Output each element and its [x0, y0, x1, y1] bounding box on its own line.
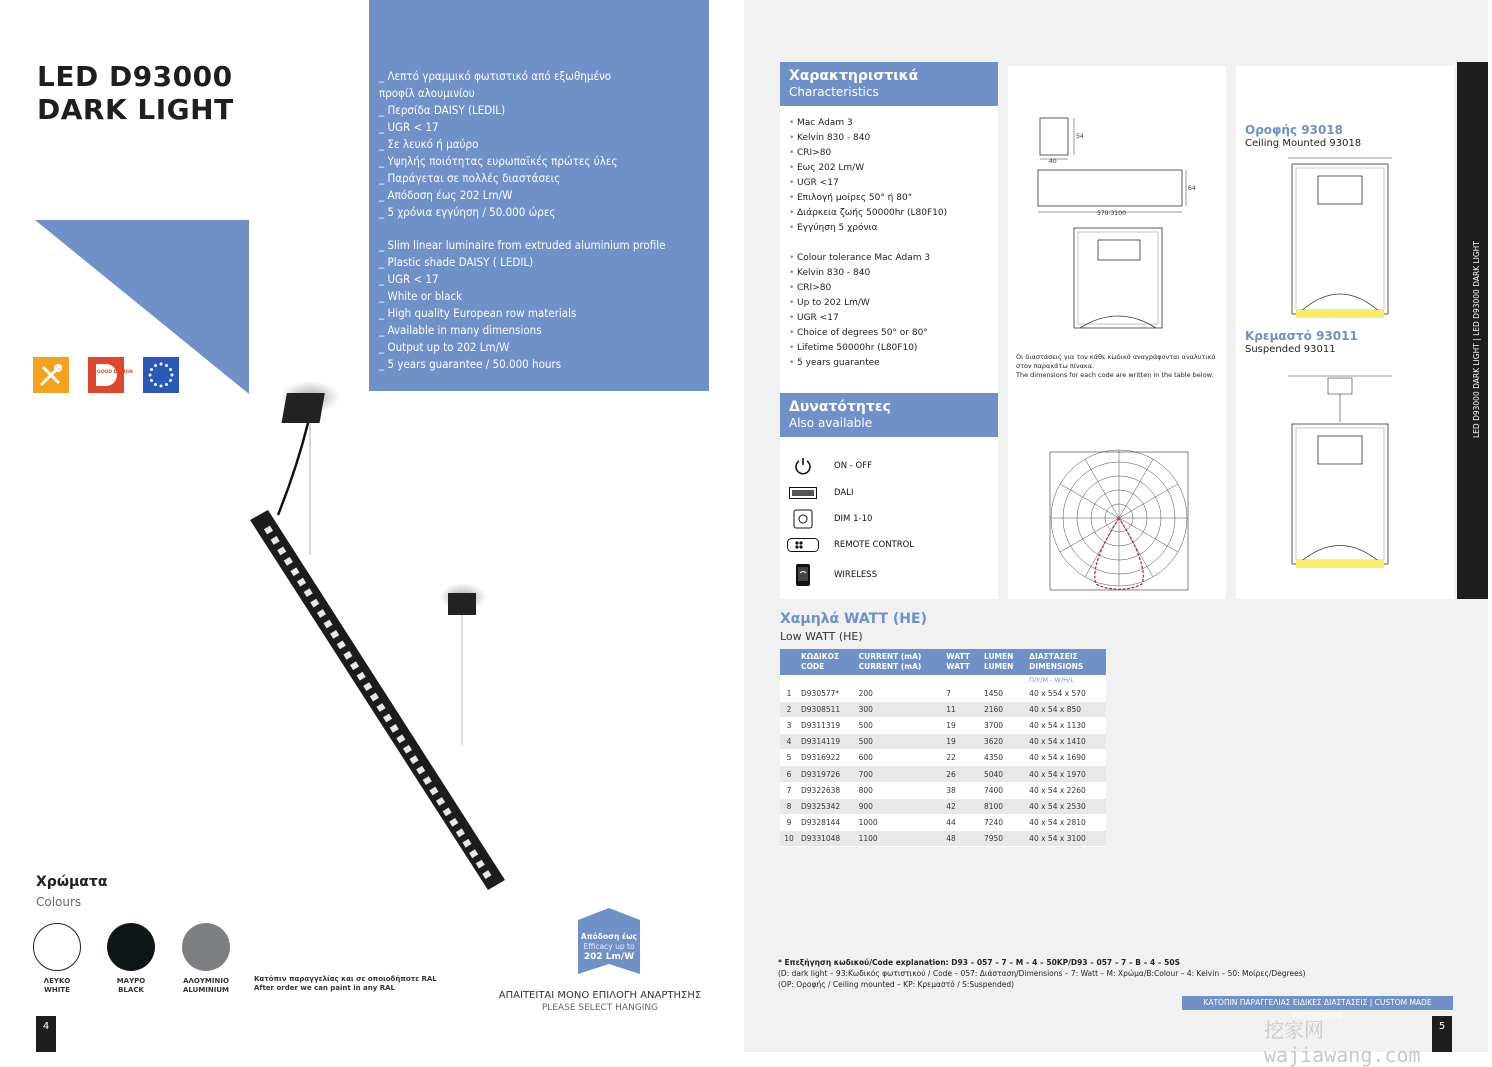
bullet-item: _ 5 years guarantee / 50.000 hours — [379, 357, 562, 371]
remote-icon — [790, 535, 816, 555]
watermark: 挖家网 wajiawang.com — [1264, 1018, 1421, 1067]
table-row — [780, 815, 1106, 831]
table-row — [780, 685, 1106, 701]
characteristics-english — [780, 236, 998, 371]
swatch-aluminium — [182, 923, 230, 971]
dimension-drawings — [1008, 66, 1226, 356]
bullet-item: _ Σε λευκό ή μαύρο — [379, 137, 479, 151]
characteristics-title: Χαρακτηριστικά — [789, 68, 919, 84]
ceiling-mount-drawing — [1284, 154, 1396, 324]
table-cell: 19 — [943, 717, 981, 733]
bullet-item: • Επιλογή μοίρες 50° ή 80° — [780, 191, 998, 206]
table-cell: 1100 — [856, 831, 944, 847]
characteristics-header — [780, 62, 998, 106]
table-row — [780, 717, 1106, 733]
dali-icon — [790, 483, 816, 503]
bullet-item: _ Slim linear luminaire from extruded aluminium profile — [379, 238, 666, 252]
table-cell: 3700 — [981, 717, 1026, 733]
bullet-item: • Up to 202 Lm/W — [780, 296, 998, 311]
dimensions-unit-label: Π/Υ/Μ - W/H/L — [1026, 675, 1106, 685]
product-title — [37, 60, 234, 126]
efficacy-badge — [578, 908, 640, 974]
characteristics-card — [780, 62, 998, 599]
good-design-icon — [88, 357, 133, 393]
page-number-left: 4 — [36, 1016, 56, 1052]
table-cell: 7400 — [981, 782, 1026, 798]
table-row — [780, 782, 1106, 798]
table-cell: D9311319 — [798, 717, 856, 733]
table-cell: 44 — [943, 815, 981, 831]
good-design-label: GOOD DESIGN — [97, 370, 133, 375]
bullet-item: _ Απόδοση έως 202 Lm/W — [379, 188, 513, 202]
hanging-gr: ΑΠΑΙΤΕΙΤΑΙ ΜΟΝΟ ΕΠΙΛΟΓΗ ΑΝΑΡΤΗΣΗΣ — [498, 990, 702, 1001]
custom-made-banner: ΚΑΤΟΠΙΝ ΠΑΡΑΓΓΕΛΙΑΣ ΕΙΔΙΚΕΣ ΔΙΑΣΤΑΣΕΙΣ | CUSTOM MADE PRODUCTION — [1182, 996, 1453, 1010]
bullet-item: • 5 years guarantee — [780, 356, 998, 371]
features-greek — [379, 68, 699, 221]
bullet-item: _ Παράγεται σε πολλές διαστάσεις — [379, 171, 561, 185]
page-number-right: 5 — [1432, 1016, 1452, 1052]
hanging-note — [480, 990, 720, 1014]
table-cell: 38 — [943, 782, 981, 798]
table-cell: 48 — [943, 831, 981, 847]
table-cell: 1000 — [856, 815, 944, 831]
swatch-white — [33, 923, 81, 971]
bullet-item: _ UGR < 17 — [379, 120, 439, 134]
table-cell: 8 — [780, 798, 798, 814]
table-subheader-row — [780, 675, 1106, 685]
suspended-mount-drawing — [1284, 372, 1396, 577]
table-header-lumen: LUMEN LUMEN — [981, 649, 1026, 675]
bullet-item: • UGR <17 — [780, 311, 998, 326]
table-cell: 40 x 54 x 2260 — [1026, 782, 1106, 798]
table-cell: D9308511 — [798, 701, 856, 717]
bullet-item: • UGR <17 — [780, 176, 998, 191]
svg-text:570-3100: 570-3100 — [1097, 210, 1126, 217]
tools-icon — [33, 357, 69, 393]
table-cell: 7 — [943, 685, 981, 701]
table-cell: 300 — [856, 701, 944, 717]
table-cell: 2 — [780, 701, 798, 717]
table-cell: 200 — [856, 685, 944, 701]
table-cell: 42 — [943, 798, 981, 814]
bullet-item: • Kelvin 830 - 840 — [780, 266, 998, 281]
title-line-2: DARK LIGHT — [37, 93, 234, 126]
table-cell: 5040 — [981, 766, 1026, 782]
bullet-item: • Kelvin 830 - 840 — [780, 131, 998, 146]
bullet-item: • Lifetime 50000hr (L80F10) — [780, 341, 998, 356]
low-watt-subtitle: Low WATT (HE) — [780, 630, 863, 643]
bullet-item: _ Περσίδα DAISY (LEDIL) — [379, 103, 506, 117]
table-cell: D9319726 — [798, 766, 856, 782]
table-row — [780, 701, 1106, 717]
table-cell: 40 x 54 x 1970 — [1026, 766, 1106, 782]
dimension-note: Οι διαστάσεις για τον κάθε κωδικό αναγράφονται αναλυτικά στον παρακάτω πίνακα. The dimensions for each code are written in the table below. — [1016, 353, 1216, 379]
bullet-item: • Choice of degrees 50° or 80° — [780, 326, 998, 341]
bullet-item: προφίλ αλουμινίου — [379, 86, 475, 100]
bullet-item: _ Υψηλής ποιότητας ευρωπαϊκές πρώτες ύλες — [379, 154, 618, 168]
table-cell: 1450 — [981, 685, 1026, 701]
bullet-item: _ High quality European row materials — [379, 306, 577, 320]
swatch-aluminium-label: ΑΛΟΥΜΙΝΙΟ ALUMINIUM — [183, 977, 229, 994]
features-english — [379, 237, 699, 373]
table-cell: 600 — [856, 750, 944, 766]
table-cell: D9328144 — [798, 815, 856, 831]
table-cell: 3620 — [981, 734, 1026, 750]
table-cell: 40 x 54 x 1690 — [1026, 750, 1106, 766]
table-cell: 500 — [856, 717, 944, 733]
bullet-item: • CRI>80 — [780, 281, 998, 296]
side-label: LED D93000 DARK LIGHT | LED D93000 DARK LIGHT — [1472, 241, 1481, 438]
table-header-dimensions: ΔΙΑΣΤΑΣΕΙΣ DIMENSIONS — [1026, 649, 1106, 675]
option-remote — [790, 535, 914, 555]
power-icon — [790, 456, 816, 476]
colours-title: Χρώματα — [36, 874, 108, 890]
table-cell: D9331048 — [798, 831, 856, 847]
option-label: REMOTE CONTROL — [834, 540, 915, 550]
table-header-code: ΚΩΔΙΚΟΣ CODE — [798, 649, 856, 675]
table-cell: D9314119 — [798, 734, 856, 750]
efficacy-en: Efficacy up to — [583, 942, 635, 951]
efficacy-value: 202 Lm/W — [583, 952, 635, 962]
eu-stars-icon — [143, 357, 179, 393]
characteristics-greek — [780, 106, 998, 236]
colours-subtitle: Colours — [36, 895, 82, 909]
option-dali — [790, 483, 853, 503]
table-cell: 7 — [780, 782, 798, 798]
table-cell: 5 — [780, 750, 798, 766]
product-photo-lamp — [230, 375, 520, 895]
table-cell: 11 — [943, 701, 981, 717]
available-title: Δυνατότητες — [789, 399, 891, 415]
hanging-en: PLEASE SELECT HANGING — [541, 1003, 659, 1013]
table-row — [780, 734, 1106, 750]
bullet-item: _ Output up to 202 Lm/W — [379, 340, 510, 354]
bullet-item: _ White or black — [379, 289, 463, 303]
table-cell: 40 x 54 x 2530 — [1026, 798, 1106, 814]
title-line-1: LED D93000 — [37, 60, 233, 93]
side-label-bar — [1457, 62, 1488, 599]
efficacy-gr: Απόδοση έως — [580, 932, 638, 941]
table-cell: 40 x 54 x 1130 — [1026, 717, 1106, 733]
table-header-row — [780, 649, 1106, 675]
mounting-card — [1236, 66, 1454, 599]
low-watt-title: Χαμηλά WATT (HE) — [780, 611, 927, 627]
table-cell: 26 — [943, 766, 981, 782]
table-cell: D9316922 — [798, 750, 856, 766]
option-label: DIM 1-10 — [834, 514, 873, 524]
svg-text:40: 40 — [1049, 158, 1057, 165]
bullet-item: • Mac Adam 3 — [780, 116, 998, 131]
suspended-subtitle: Suspended 93011 — [1245, 344, 1336, 355]
bullet-item: • CRI>80 — [780, 146, 998, 161]
feature-icons — [33, 357, 179, 393]
svg-text:54: 54 — [1076, 133, 1084, 140]
ceiling-subtitle: Ceiling Mounted 93018 — [1245, 138, 1362, 149]
bullet-item: _ Λεπτό γραμμικό φωτιστικό από εξωθημένο — [379, 69, 612, 83]
table-cell: 500 — [856, 734, 944, 750]
ceiling-mount-label — [1245, 123, 1361, 150]
table-cell: 6 — [780, 766, 798, 782]
table-cell: 1 — [780, 685, 798, 701]
suspended-mount-label — [1245, 329, 1358, 356]
table-cell: 7240 — [981, 815, 1026, 831]
table-cell: 900 — [856, 798, 944, 814]
svg-text:64: 64 — [1188, 185, 1196, 192]
table-cell: 9 — [780, 815, 798, 831]
right-page — [744, 0, 1488, 1067]
available-header — [780, 393, 998, 437]
bullet-item: _ UGR < 17 — [379, 272, 439, 286]
code-explanation: * Επεξήγηση κωδικού/Code explanation: D93 – 057 – 7 – M – 4 – 50KP/D93 – 057 – 7 – B – 4 – 50S (D: dark light – 93:Κωδικός φωτιστικού / Code – 057: Διάσταση/Dimensions – 7: Watt – M: Χρώμα/B:Colour – 4: Kelvin – 50: Μοίρες/Degrees) (OP: Οροφής / Ceiling mounted – KP: Κρεμαστό / S:Suspended) — [778, 958, 1306, 989]
option-wireless — [790, 565, 877, 585]
table-cell: 3 — [780, 717, 798, 733]
bullet-item: _ Plastic shade DAISY ( LEDIL) — [379, 255, 534, 269]
characteristics-subtitle: Characteristics — [789, 85, 879, 99]
dimmer-icon — [790, 509, 816, 529]
option-on-off — [790, 456, 872, 476]
table-cell: 800 — [856, 782, 944, 798]
swatch-black — [107, 923, 155, 971]
table-cell: 8100 — [981, 798, 1026, 814]
table-header-current: CURRENT (mA) CURRENT (mA) — [856, 649, 944, 675]
swatch-black-label: ΜΑΥΡΟ BLACK — [116, 977, 146, 994]
features-box — [369, 0, 709, 391]
table-row — [780, 798, 1106, 814]
table-cell: 4 — [780, 734, 798, 750]
bullet-item: • Colour tolerance Mac Adam 3 — [780, 251, 998, 266]
table-row — [780, 750, 1106, 766]
bullet-item: • Εως 202 Lm/W — [780, 161, 998, 176]
option-label: ON - OFF — [834, 461, 872, 471]
product-table — [780, 649, 1106, 847]
bullet-item: • Εγγύηση 5 χρόνια — [780, 221, 998, 236]
phone-icon — [790, 565, 816, 585]
polar-diagram — [1046, 446, 1194, 596]
option-dim — [790, 509, 872, 529]
bullet-item: • Διάρκεια ζωής 50000hr (L80F10) — [780, 206, 998, 221]
table-cell: 40 x 54 x 1410 — [1026, 734, 1106, 750]
table-header-watt: WATT WATT — [943, 649, 981, 675]
option-label: WIRELESS — [834, 570, 878, 580]
table-cell: 4350 — [981, 750, 1026, 766]
ral-note: Κατόπιν παραγγελίας και σε οποιοδήποτε RAL After order we can paint in any RAL — [254, 975, 437, 992]
table-cell: 19 — [943, 734, 981, 750]
left-page — [0, 0, 744, 1052]
table-cell: 2160 — [981, 701, 1026, 717]
table-cell: D9325342 — [798, 798, 856, 814]
table-cell: 40 x 554 x 570 — [1026, 685, 1106, 701]
dimensions-card — [1008, 66, 1226, 599]
table-cell: D9322638 — [798, 782, 856, 798]
available-subtitle: Also available — [789, 416, 873, 430]
table-cell: 22 — [943, 750, 981, 766]
ceiling-title: Οροφής 93018 — [1245, 123, 1344, 137]
table-cell: 40 x 54 x 3100 — [1026, 831, 1106, 847]
table-row — [780, 831, 1106, 847]
swatch-white-label: ΛΕΥΚΟ WHITE — [43, 977, 71, 994]
bullet-item: _ Available in many dimensions — [379, 323, 542, 337]
table-row — [780, 766, 1106, 782]
table-cell: D930577* — [798, 685, 856, 701]
suspended-title: Κρεμαστό 93011 — [1245, 329, 1358, 343]
table-cell: 7950 — [981, 831, 1026, 847]
table-cell: 10 — [780, 831, 798, 847]
table-cell: 700 — [856, 766, 944, 782]
option-label: DALI — [834, 488, 854, 498]
bullet-item: _ 5 χρόνια εγγύηση / 50.000 ώρες — [379, 205, 556, 219]
table-cell: 40 x 54 x 850 — [1026, 701, 1106, 717]
table-cell: 40 x 54 x 2810 — [1026, 815, 1106, 831]
